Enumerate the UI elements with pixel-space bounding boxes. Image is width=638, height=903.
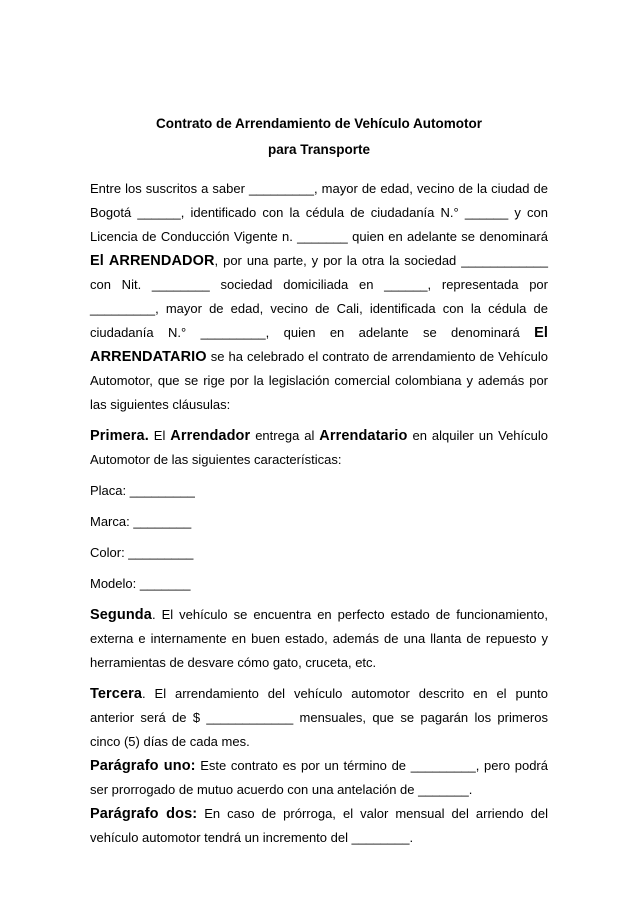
field-color: Color: _________ — [90, 545, 194, 560]
paragrafo-uno — [90, 754, 548, 802]
clause-tercera — [90, 682, 548, 754]
clause-tercera-label: Tercera — [90, 686, 143, 702]
intro-paragraph — [90, 177, 548, 417]
clause-primera-text-1: El — [148, 428, 171, 443]
clause-primera-label: Primera. — [90, 428, 149, 444]
paragrafo-uno-label: Parágrafo uno: — [90, 758, 196, 774]
field-placa: Placa: _________ — [90, 483, 195, 498]
arrendatario-term: El ARRENDATARIO — [90, 325, 548, 365]
arrendador-term: El ARRENDADOR — [90, 253, 215, 269]
intro-text-3: se ha celebrado el contrato de arrendamiento de Vehículo Automotor, que se rige por la legislación comercial colombiana y además por las siguientes cláusulas: — [90, 349, 548, 412]
intro-text-1: Entre los suscritos a saber _________, mayor de edad, vecino de la ciudad de Bogotá ______, identificado con la cédula de ciudadanía N.° ______ y con Licencia de Conducción Vigente n. _______ quien en adelante se denominará — [90, 181, 548, 244]
clause-primera-arrendatario: Arrendatario — [319, 428, 408, 444]
document-title — [90, 111, 548, 163]
title-line-1: Contrato de Arrendamiento de Vehículo Automotor — [155, 116, 483, 131]
paragrafo-dos-text: En caso de prórroga, el valor mensual del arriendo del vehículo automotor tendrá un incremento del ________. — [90, 806, 549, 845]
clause-primera-text-2: entrega al — [250, 428, 320, 443]
clause-primera — [90, 424, 548, 472]
title-line-2: para Transporte — [267, 142, 371, 157]
clause-segunda — [90, 603, 548, 675]
field-marca: Marca: ________ — [90, 514, 192, 529]
clause-primera-text-3: en alquiler un Vehículo Automotor de las siguientes características: — [90, 428, 548, 467]
clause-segunda-text: . El vehículo se encuentra en perfecto estado de funcionamiento, externa e internamente en buen estado, además de una llanta de repuesto y herramientas de desvare cómo gato, cruceta, etc. — [90, 607, 548, 670]
paragrafo-dos-label: Parágrafo dos: — [90, 806, 198, 822]
clause-segunda-label: Segunda — [90, 607, 152, 623]
paragrafo-dos — [90, 802, 548, 850]
clause-primera-arrendador: Arrendador — [170, 428, 251, 444]
field-modelo: Modelo: _______ — [90, 576, 191, 591]
intro-text-2: , por una parte, y por la otra la sociedad ____________ con Nit. ________ sociedad domiciliada en ______, representada por _________, mayor de edad, vecino de Cali, identificada con la cédula de ciudadanía N.° _________, quien en adelante se denominará — [90, 253, 548, 340]
paragrafo-uno-text: Este contrato es por un término de _________, pero podrá ser prorrogado de mutuo acuerdo con una antelación de _______. — [90, 758, 548, 797]
clause-tercera-text: . El arrendamiento del vehículo automotor descrito en el punto anterior será de $ ____________ mensuales, que se pagarán los primeros cinco (5) días de cada mes. — [90, 686, 548, 749]
